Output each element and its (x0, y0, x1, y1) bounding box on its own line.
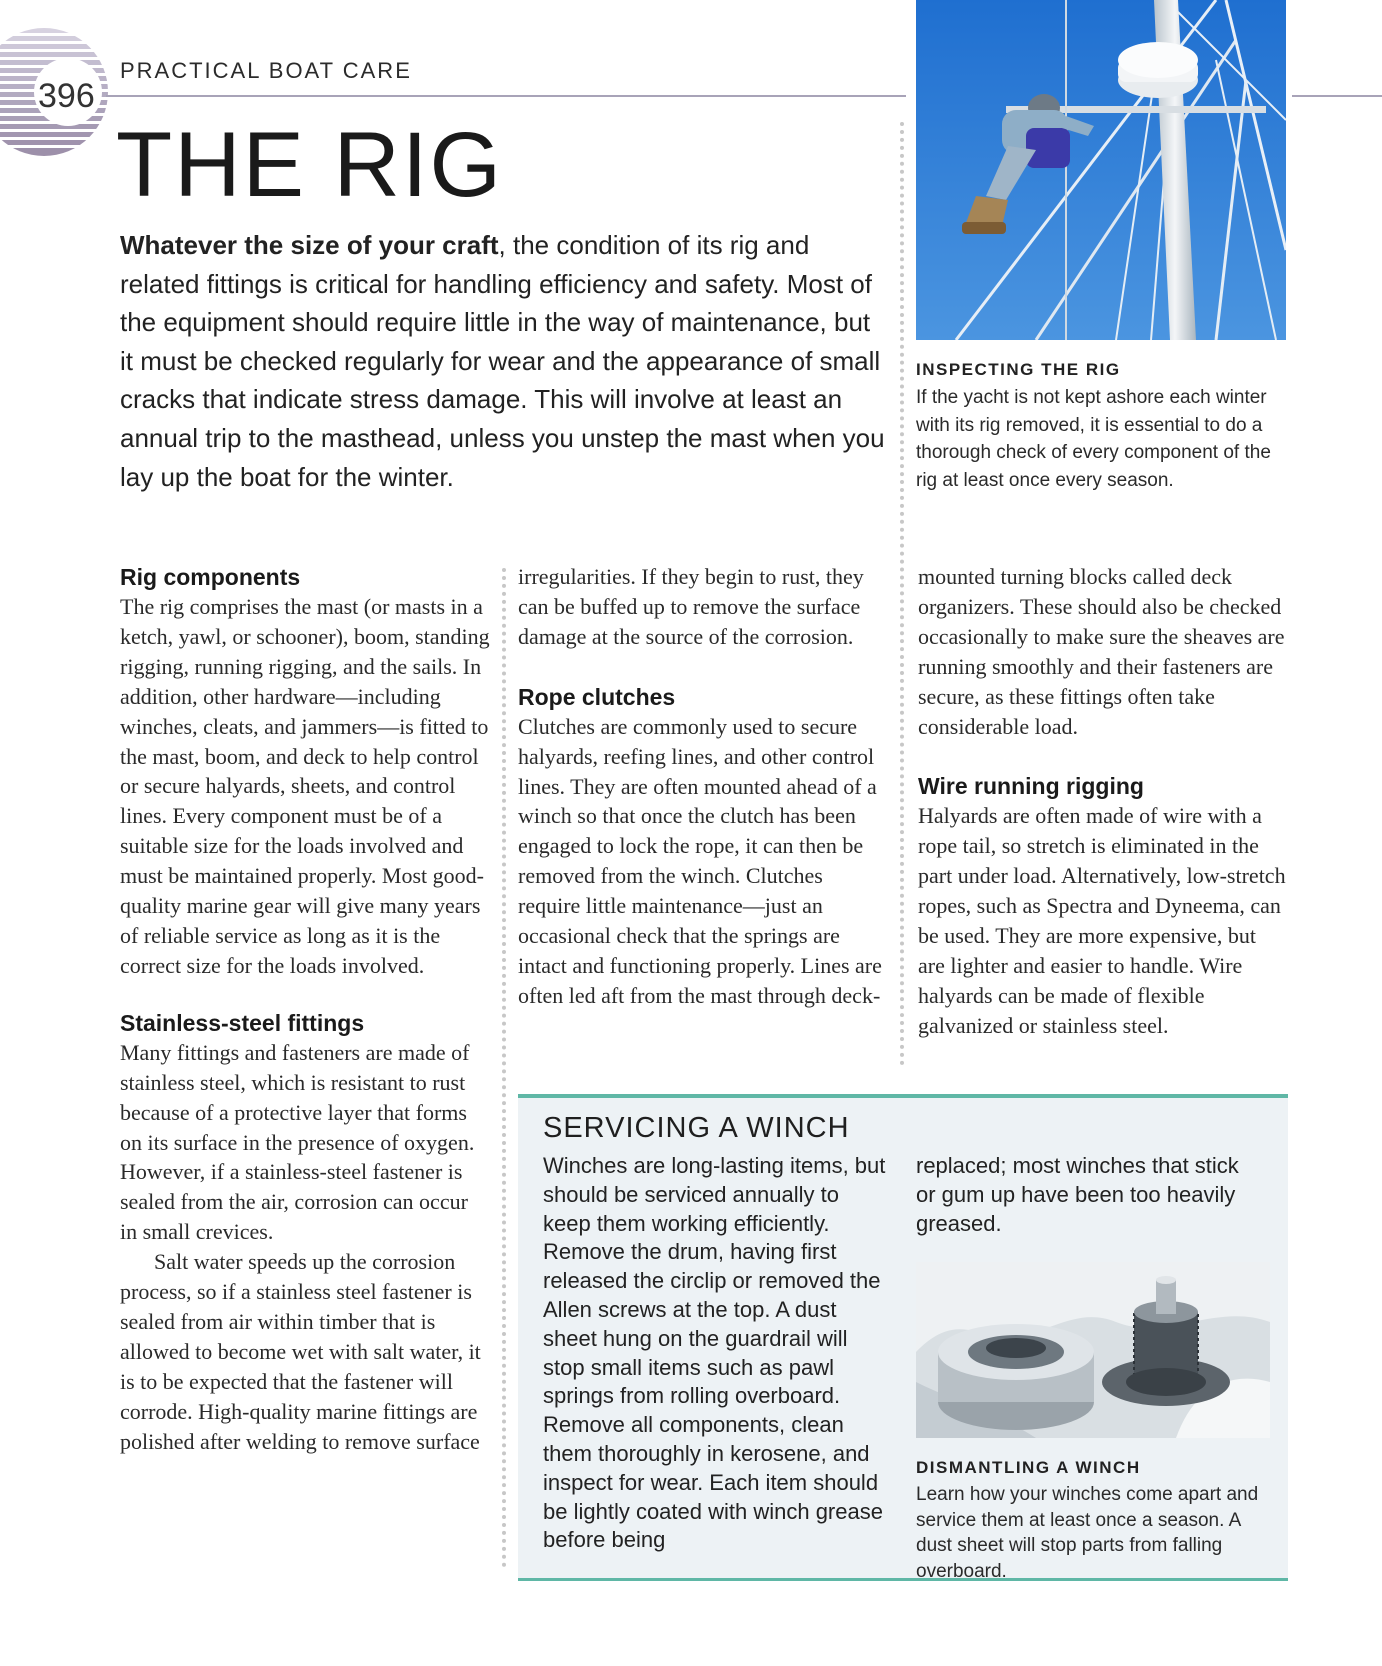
stainless-text-2: Salt water speeds up the corrosion process, so if a stainless steel fastener is sealed from air within timber that is allowed to become wet with salt water, it is to be expected that the fastener will corrode. High-quality marine fittings are polished after welding to remove surface (120, 1249, 481, 1454)
header-rule-right (1292, 95, 1382, 97)
wire-running-heading: Wire running rigging (918, 773, 1144, 800)
column-1 (120, 562, 490, 1456)
winch-box-text: Winches are long-lasting items, but should be serviced annually to keep them working efficiently. Remove the drum, having first released the circlip or removed the Allen screws at the top. A dust sheet hung on the guardrail will stop small items such as pawl springs from rolling overboard. Remove all components, clean them thoroughly in kerosene, and inspect for wear. Each item should be lightly coated with winch grease before being (543, 1153, 886, 1553)
rig-components-text: The rig comprises the mast (or masts in a ketch, yawl, or schooner), boom, standing rigging, running rigging, and the sails. In addition, other hardware—including winches, cleats, and jammers—is fitted to the mast, boom, and deck to help control or secure halyards, sheets, and control lines. Every component must be of a suitable size for the loads involved and must be maintained properly. Most good-quality marine gear will give many years of reliable service as long as it is the correct size for the loads involved. (120, 594, 490, 978)
spacer (918, 741, 1288, 771)
header-rule (106, 95, 906, 97)
spacer (120, 981, 490, 1008)
rig-inspection-photo (916, 0, 1286, 340)
stainless-continued-text: irregularities. If they begin to rust, they can be buffed up to remove the surface damage at the source of the corrosion. (518, 564, 864, 649)
winch-box-text-continued: replaced; most winches that stick or gum up have been too heavily greased. (916, 1153, 1239, 1236)
column-3 (918, 562, 1288, 1041)
stainless-text: Many fittings and fasteners are made of stainless steel, which is resistant to rust because of a protective layer that forms on its surface in the presence of oxygen. However, if a stainless-steel fastener is sealed from the air, corrosion can occur in small crevices. (120, 1039, 475, 1245)
column-divider (900, 122, 904, 1066)
rope-clutches-continued-text: mounted turning blocks called deck organizers. These should also be checked occasionally to make sure the sheaves are running smoothly and their fasteners are secure, as these fittings often take considerable load. (918, 564, 1285, 739)
wire-running-text: Halyards are often made of wire with a rope tail, so stretch is eliminated in the part under load. Alternatively, low-stretch ropes, such as Spectra and Dyneema, can be used. They are more expensive, but are lighter and easier to handle. Wire halyards can be made of flexible galvanized or stainless steel. (918, 803, 1286, 1038)
column-2 (518, 562, 888, 1011)
winch-photo (916, 1262, 1270, 1438)
section-label: PRACTICAL BOAT CARE (120, 58, 412, 83)
rope-clutches-text: Clutches are commonly used to secure halyards, reefing lines, and other control lines. They are often mounted ahead of a winch so that once the clutch has been engaged to lock the rope, it can then be removed from the winch. Clutches require little maintenance—just an occasional check that the springs are intact and functioning properly. Lines are often led aft from the mast through deck- (518, 713, 882, 1008)
column-divider (502, 568, 506, 1568)
rig-photo-caption-title: INSPECTING THE RIG (916, 360, 1121, 379)
intro-text: , the condition of its rig and related fittings is critical for handling efficiency and safety. Most of the equipment should require little in the way of maintenance, but it must be checked regularly for wear and the appearance of small cracks that indicate stress damage. This will involve at least an annual trip to the masthead, unless you unstep the mast when you lay up the boat for the winter. (120, 230, 885, 492)
rig-components-heading: Rig components (120, 564, 301, 590)
winch-photo-caption: Learn how your winches come apart and service them at least once a season. A dust sheet will stop parts from falling overboard. (916, 1484, 1259, 1582)
page-title: THE RIG (116, 114, 504, 216)
rope-clutches-heading: Rope clutches (518, 683, 676, 710)
rig-photo-caption: If the yacht is not kept ashore each winter with its rig removed, it is essential to do a thorough check of every component of the rig at least once every season. (916, 387, 1271, 491)
spacer (518, 652, 888, 682)
page-number: 396 (38, 77, 95, 115)
winch-box-title: SERVICING A WINCH (543, 1112, 850, 1144)
winch-photo-caption-title: DISMANTLING A WINCH (916, 1458, 1141, 1477)
intro-lead: Whatever the size of your craft (120, 230, 499, 260)
stainless-heading: Stainless-steel fittings (120, 1009, 365, 1036)
intro-paragraph (120, 226, 890, 496)
